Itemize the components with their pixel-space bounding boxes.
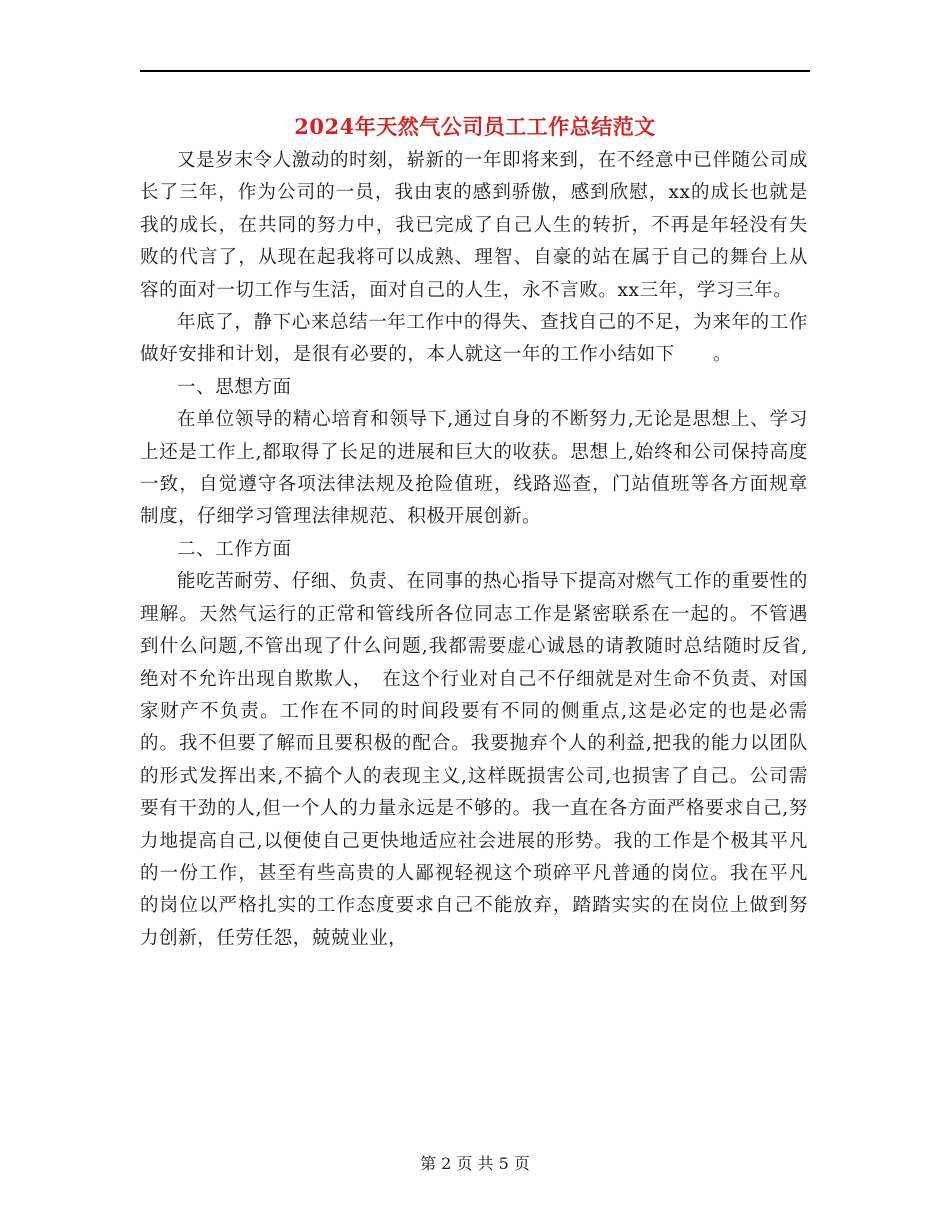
page-number-label: 第 2 页 共 5 页 xyxy=(420,1154,530,1173)
page-footer xyxy=(0,1152,950,1176)
document-body xyxy=(140,145,808,955)
section-heading-work: 二、工作方面 xyxy=(177,538,292,560)
paragraph-summary-lead: 年底了，静下心来总结一年工作中的得失、查找自己的不足，为来年的工作做好安排和计划，是很有必要的，本人就这一年的工作小结如下 。 xyxy=(140,312,808,366)
section-heading-thinking: 一、思想方面 xyxy=(177,376,292,398)
document-title: 2024年天然气公司员工工作总结范文 xyxy=(294,114,656,139)
paragraph-intro: 又是岁末令人激动的时刻，崭新的一年即将来到，在不经意中已伴随公司成长了三年，作为公司的一员，我由衷的感到骄傲，感到欣慰，xx的成长也就是我的成长，在共同的努力中，我已完成了自己人生的转折，不再是年轻没有失败的代言了，从现在起我将可以成熟、理智、自豪的站在属于自己的舞台上从容的面对一切工作与生活，面对自己的人生，永不言败。xx三年，学习三年。 xyxy=(140,150,808,301)
paragraph-thinking: 在单位领导的精心培育和领导下,通过自身的不断努力,无论是思想上、学习上还是工作上,都取得了长足的进展和巨大的收获。思想上,始终和公司保持高度一致，自觉遵守各项法律法规及抢险值班，线路巡查，门站值班等各方面规章制度，仔细学习管理法律规范、积极开展创新。 xyxy=(140,409,808,528)
header-rule xyxy=(140,70,810,72)
paragraph-work: 能吃苦耐劳、仔细、负责、在同事的热心指导下提高对燃气工作的重要性的理解。天然气运行的正常和管线所各位同志工作是紧密联系在一起的。不管遇到什么问题,不管出现了什么问题,我都需要虚心诚恳的请教随时总结随时反省,绝对不允许出现自欺欺人， 在这个行业对自己不仔细就是对生命不负责、对国家财产不负责。工作在不同的时间段要有不同的侧重点,这是必定的也是必需的。我不但要了解而且要积极的配合。我要抛弃个人的利益,把我的能力以团队的形式发挥出来,不搞个人的表现主义,这样既损害公司,也损害了自己。公司需要有干劲的人,但一个人的力量永远是不够的。我一直在各方面严格要求自己,努力地提高自己,以便使自己更快地适应社会进展的形势。我的工作是个极其平凡的一份工作，甚至有些高贵的人鄙视轻视这个琐碎平凡普通的岗位。我在平凡的岗位以严格扎实的工作态度要求自己不能放弃，踏踏实实的在岗位上做到努力创新，任劳任怨，兢兢业业， xyxy=(140,571,808,949)
